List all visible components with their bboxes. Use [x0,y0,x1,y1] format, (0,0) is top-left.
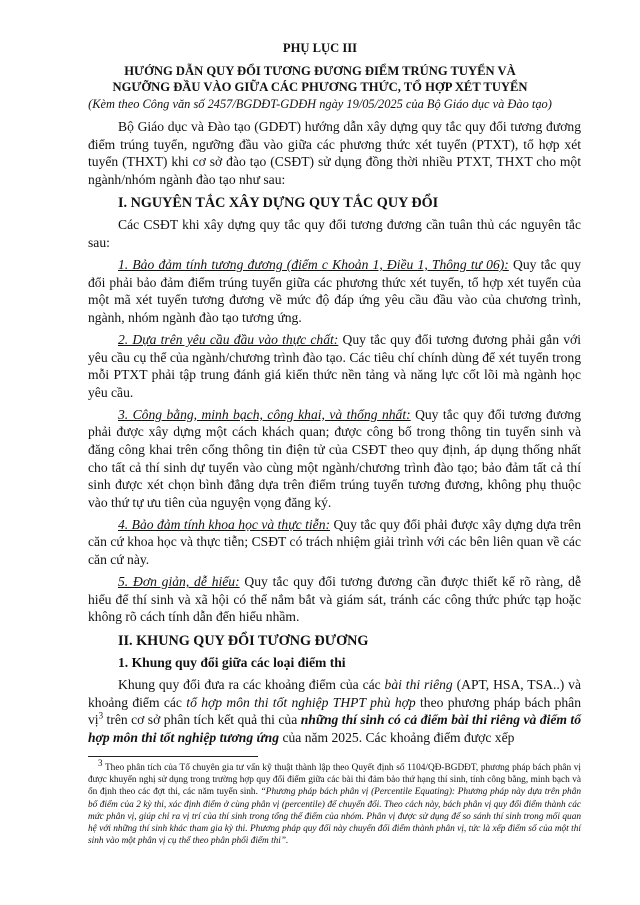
principle-text: Quy tắc quy đổi tương đương phải được xây dựng một cách khách quan; được công bố trong thông tin tuyển sinh và đăng công khai trên cổng thông tin điện tử của CSĐT theo quy định, áp dụng thống nhất cho tất cả thí sinh dự tuyển vào cùng một ngành/chương trình đào tạo; bảo đảm tất cả thí sinh được xét chọn bình đẳng dựa trên điểm trúng tuyển tương đương, không phụ thuộc vào thứ tự ưu tiên của nguyện vọng đăng ký. [88,406,581,510]
principle-text: Quy tắc quy đổi phải được xây dựng dựa trên căn cứ khoa học và thực tiễn; CSĐT có trách nhiệm giải trình với các bên liên quan về các căn cứ này. [88,516,581,568]
principle-text: Quy tắc quy đổi tương đương phải gắn với yêu cầu cụ thể của ngành/chương trình đào tạo. Các tiêu chí chính dùng để xét tuyển trong mỗi PTXT phải tập trung đánh giá kiến thức nền tảng và năng lực cốt lõi mà ngành học yêu cầu. [88,331,581,400]
document-subtitle: (Kèm theo Công văn số 2457/BGDĐT-GDĐH ngày 19/05/2025 của Bộ Giáo dục và Đào tạo) [88,97,552,111]
principle-title: 1. Bảo đảm tính tương đương (điểm c Khoản 1, Điều 1, Thông tư 06): [118,257,509,273]
text-run: Khung quy đổi đưa ra các khoảng điểm của các [118,676,385,692]
text-run-italic: bài thi riêng [384,676,453,692]
footnote-mark: 3 [98,757,103,768]
principle-item [88,256,581,326]
text-run: (APT, HSA, TSA..) và khoảng điểm các [88,676,581,710]
appendix-title: PHỤ LỤC III [282,41,358,55]
text-run-bold-italic: những thí sinh có cả điểm bài thi riêng và điểm tổ hợp môn thi tốt nghiệp tương ứng [88,712,581,745]
principle-text: Quy tắc quy đổi tương đương cần được thiết kế rõ ràng, dễ hiểu để thí sinh và xã hội có thể nắm bắt và giám sát, tránh các công thức phức tạp hoặc không rõ cách tính dẫn đến hiểu nhầm. [88,574,581,625]
footnote-text: Theo phân tích của Tổ chuyên gia tư vấn kỹ thuật thành lập theo Quyết định số 1104/QĐ-BGDĐT, phương pháp bách phân vị được khuyến nghị sử dụng trong trường hợp quy đổi điểm giữa các bài thi đảm bảo thứ hạng thí sinh, tính công bằng, minh bạch và ổn định theo các đợt thi, các năm tuyển sinh. [88,763,581,798]
principle-text: Quy tắc quy đổi phải bảo đảm điểm trúng tuyển giữa các phương thức xét tuyển, tổ hợp xét tuyển của một mã xét tuyển tương đương về mức độ đáp ứng yêu cầu đầu vào của chương trình, ngành, nhóm ngành đào tạo tương ứng. [88,257,581,325]
framework-paragraph [88,676,581,746]
section-1-heading: I. NGUYÊN TẮC XÂY DỰNG QUY TẮC QUY ĐỔI [118,195,439,212]
text-run: theo phương pháp bách phân vị [88,694,582,728]
principle-title: 5. Đơn giản, dễ hiểu: [118,574,240,590]
footnote-reference[interactable]: 3 [98,710,104,721]
footnote-separator [88,756,258,757]
footnote-quote: “Phương pháp bách phân vị (Percentile Equating): Phương pháp này dựa trên phân bố điểm của 2 kỳ thi, xác định điểm ở cùng phân vị (percentile) để chuyển đổi. Theo cách này, bách phân vị quy đổi điểm thành các mức phân vị, giúp chỉ ra vị trí của thí sinh trong tổng thể điểm của nhóm. Phân vị được sử dụng để so sánh thí sinh trong mối quan hệ với những thí sinh khác tham gia kỳ thi. Phương pháp quy đổi này chuyển đổi điểm thành phân vị, tức là xếp điểm số của một thí sinh vào một phân vị cụ thể theo phân phối điểm thi”. [88,787,581,847]
document-heading-line-2: NGƯỠNG ĐẦU VÀO GIỮA CÁC PHƯƠNG THỨC, TỔ HỢP XÉT TUYỂN [112,80,528,94]
principle-item [88,573,581,626]
principle-item [88,331,581,401]
principle-title: 3. Công bằng, minh bạch, công khai, và thống nhất: [118,406,411,422]
text-run-italic: tổ hợp môn thi tốt nghiệp THPT phù hợp [186,694,416,710]
footnote [88,757,581,847]
principle-title: 2. Dựa trên yêu cầu đầu vào thực chất: [118,331,339,347]
section-2-subheading: 1. Khung quy đổi giữa các loại điểm thi [118,654,346,670]
section-1-lead: Các CSĐT khi xây dựng quy tắc quy đổi tương đương cần tuân thủ các nguyên tắc sau: [88,217,581,250]
section-2-heading: II. KHUNG QUY ĐỔI TƯƠNG ĐƯƠNG [118,632,369,649]
principle-title: 4. Bảo đảm tính khoa học và thực tiễn: [118,516,331,532]
document-heading-line-1: HƯỚNG DẪN QUY ĐỔI TƯƠNG ĐƯƠNG ĐIỂM TRÚNG TUYỂN VÀ [124,64,516,78]
text-run: của năm 2025. Các khoảng điểm được xếp [279,729,515,745]
principle-item [88,516,581,569]
principle-item [88,406,581,512]
intro-paragraph: Bộ Giáo dục và Đào tạo (GDĐT) hướng dẫn xây dựng quy tắc quy đổi tương đương điểm trúng tuyển, ngưỡng đầu vào giữa các phương thức xét tuyển (PTXT), tổ hợp xét tuyển (THXT) khi cơ sở đào tạo (CSĐT) sử dụng đồng thời nhiều PTXT, THXT cho một ngành/nhóm ngành đào tạo như sau: [88,119,581,187]
text-run: trên cơ sở phân tích kết quả thi của [103,712,301,728]
document-body [88,118,581,751]
